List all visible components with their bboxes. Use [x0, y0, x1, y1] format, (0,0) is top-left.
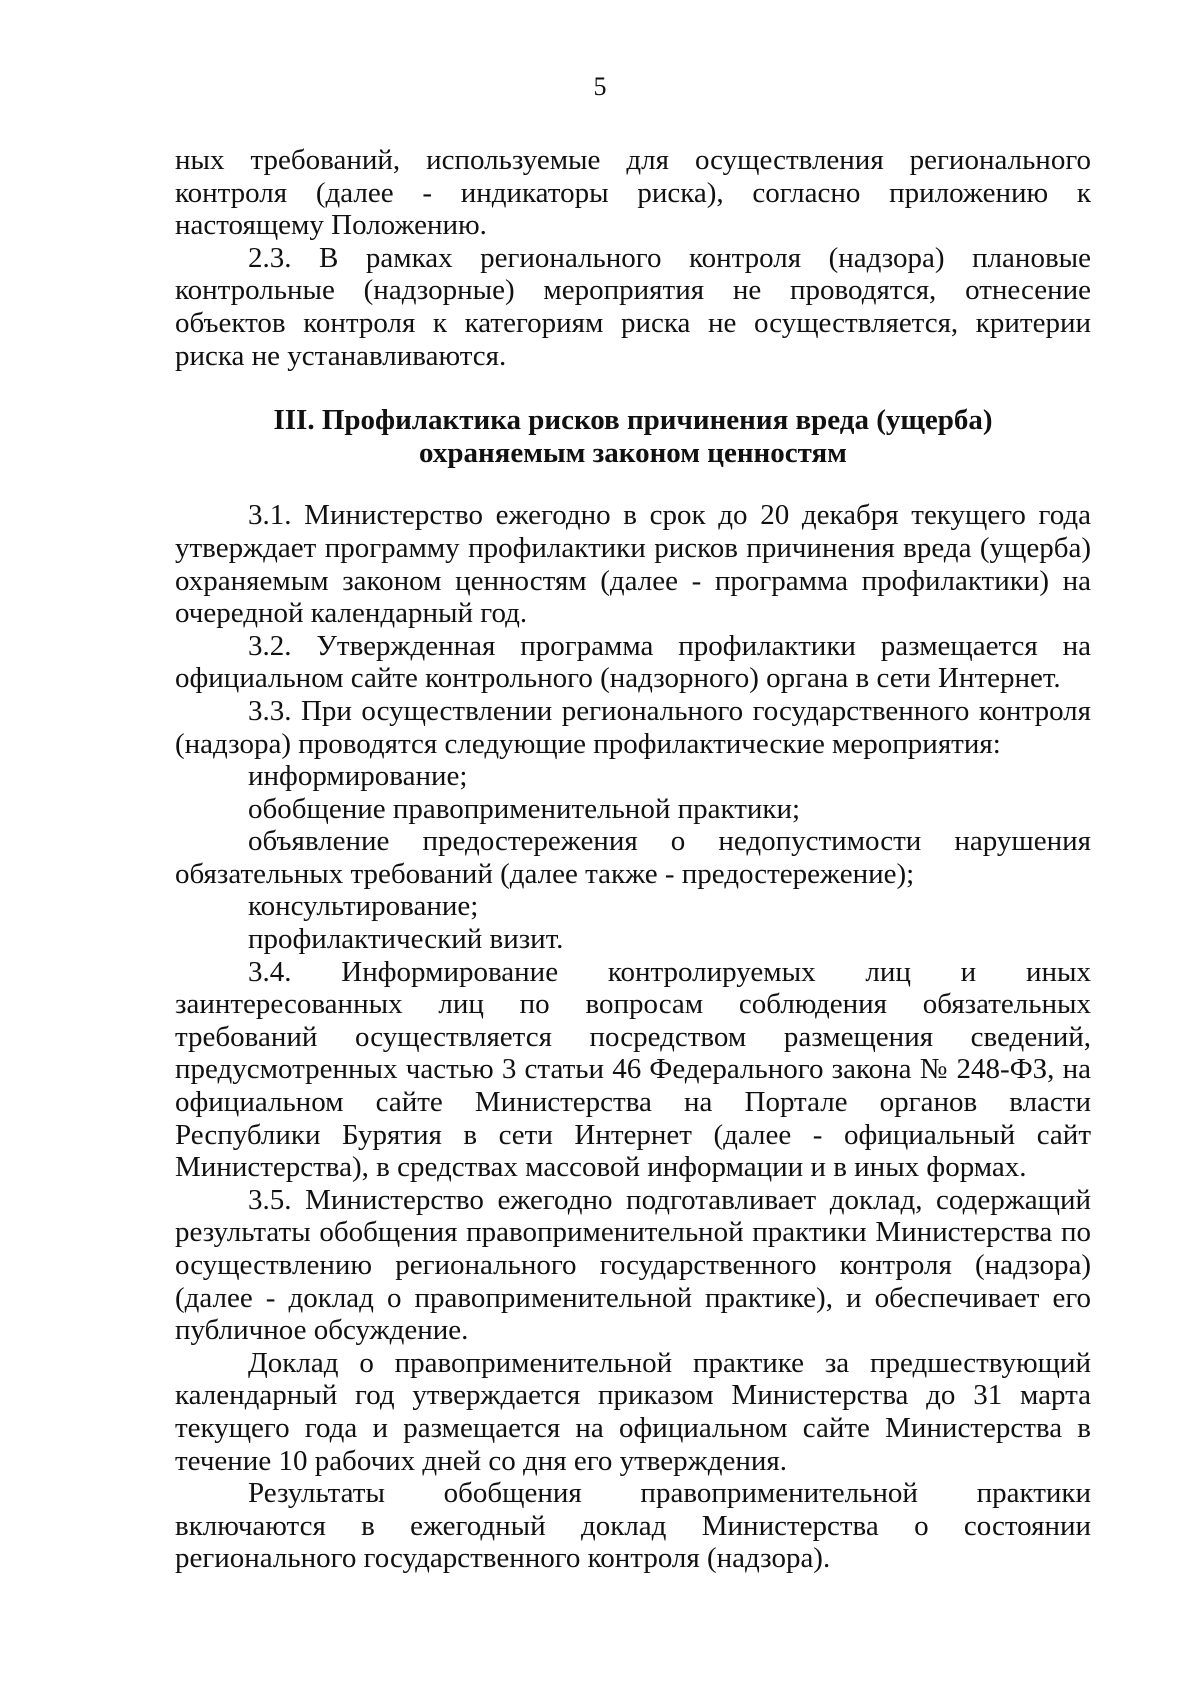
section-heading-line-2: охраняемым законом ценностям	[419, 436, 847, 469]
page-number: 5	[593, 72, 607, 101]
measure-item: обобщение правоприменительной практики;	[248, 792, 801, 825]
paragraph-3-4: 3.4. Информирование контролируемых лиц и иных заинтересованных лиц по вопросам соблюдения обязательных требований осуществляется посредством размещения сведений, предусмотренных частью 3 статьи 46 Федерального закона № 248-ФЗ, на официальном сайте Министерства на Портале органов власти Республики Бурятия в сети Интернет (далее - официальный сайт Министерства), в средствах массовой информации и в иных формах.	[175, 955, 1091, 1184]
paragraph-results-inclusion: Результаты обобщения правоприменительной практики включаются в ежегодный доклад Министерства о состоянии регионального государственного контроля (надзора).	[175, 1477, 1091, 1575]
measure-item: объявление предостережения о недопустимости нарушения обязательных требований (далее также - предостережение);	[175, 825, 1091, 890]
paragraph-3-1: 3.1. Министерство ежегодно в срок до 20 декабря текущего года утверждает программу профилактики рисков причинения вреда (ущерба) охраняемым законом ценностям (далее - программа профилактики) на очередной календарный год.	[175, 499, 1091, 630]
paragraph-3-2: 3.2. Утвержденная программа профилактики размещается на официальном сайте контрольного (надзорного) органа в сети Интернет.	[175, 629, 1091, 695]
paragraph-3-3: 3.3. При осуществлении регионального государственного контроля (надзора) проводятся следующие профилактические мероприятия:	[175, 694, 1091, 760]
document-body	[175, 144, 1091, 1575]
paragraph-indicators-continuation: ных требований, используемые для осуществления регионального контроля (далее - индикаторы риска), согласно приложению к настоящему Положению.	[175, 144, 1091, 242]
paragraph-3-5: 3.5. Министерство ежегодно подготавливает доклад, содержащий результаты обобщения правоприменительной практики Министерства по осуществлению регионального государственного контроля (надзора) (далее - доклад о правоприменительной практике), и обеспечивает его публичное обсуждение.	[175, 1183, 1091, 1347]
section-heading-line-1: III. Профилактика рисков причинения вреда (ущерба)	[273, 404, 993, 437]
measure-item: информирование;	[248, 760, 468, 793]
measure-item: консультирование;	[248, 890, 479, 923]
section-heading	[175, 404, 1091, 469]
paragraph-2-3: 2.3. В рамках регионального контроля (надзора) плановые контрольные (надзорные) мероприятия не проводятся, отнесение объектов контроля к категориям риска не осуществляется, критерии риска не устанавливаются.	[175, 241, 1091, 372]
measure-item: профилактический визит.	[248, 923, 564, 956]
paragraph-report-approval: Доклад о правоприменительной практике за предшествующий календарный год утверждается приказом Министерства до 31 марта текущего года и размещается на официальном сайте Министерства в течение 10 рабочих дней со дня его утверждения.	[175, 1346, 1091, 1477]
